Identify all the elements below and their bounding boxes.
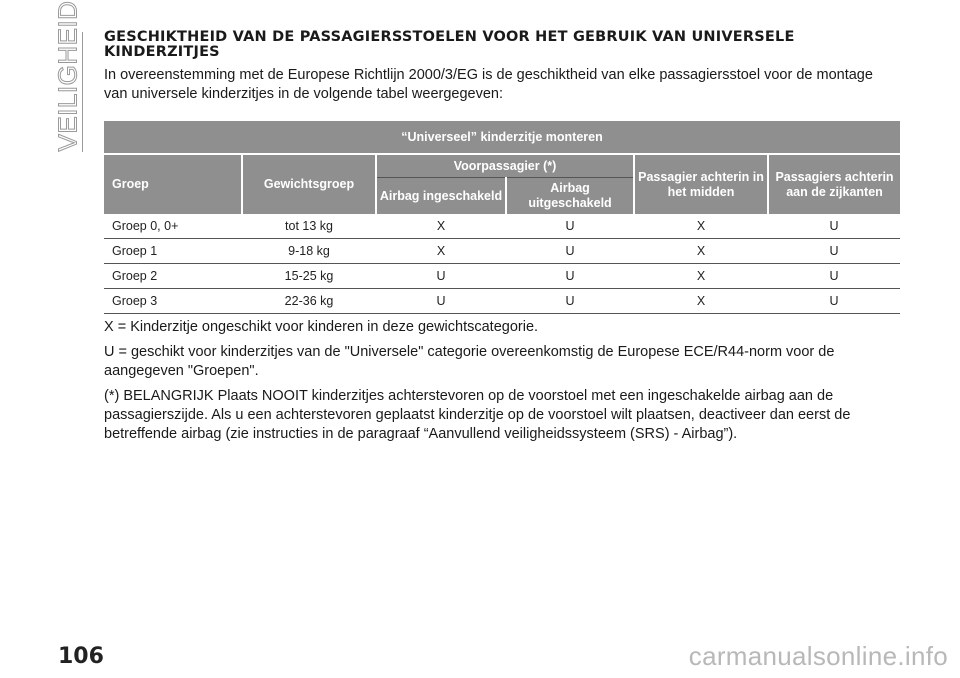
- cell-airbag-off: U: [506, 239, 634, 264]
- note-x-legend: X = Kinderzitje ongeschikt voor kinderen in deze gewichtscategorie.: [104, 319, 539, 335]
- cell-airbag-on: U: [376, 289, 506, 314]
- section-tab-divider: [82, 32, 83, 152]
- child-seat-table: [104, 121, 900, 314]
- table-row: [104, 239, 900, 264]
- cell-rear-sides: U: [768, 239, 900, 264]
- header-airbag-on: Airbag ingeschakeld: [376, 178, 506, 215]
- cell-group: Groep 2: [104, 264, 242, 289]
- header-rear-sides: Passagiers achterin aan de zijkanten: [768, 154, 900, 214]
- table-notes: [104, 318, 900, 444]
- note-u-legend: U = geschikt voor kinderzitjes van de "Universele" categorie overeenkomstig de Europese ECE/R44-norm voor de aangegeven "Groepen".: [104, 344, 835, 379]
- page-content: [104, 30, 900, 450]
- cell-airbag-off: U: [506, 264, 634, 289]
- cell-rear-center: X: [634, 214, 768, 239]
- section-tab: [52, 0, 83, 152]
- header-weight: Gewichtsgroep: [242, 154, 376, 214]
- cell-group: Groep 0, 0+: [104, 214, 242, 239]
- header-rear-center: Passagier achterin in het midden: [634, 154, 768, 214]
- intro-paragraph: In overeenstemming met de Europese Richtlijn 2000/3/EG is de geschiktheid van elke passagiersstoel voor de montage van universele kinderzitjes in de volgende tabel weergegeven:: [104, 67, 873, 102]
- cell-rear-center: X: [634, 239, 768, 264]
- cell-rear-sides: U: [768, 264, 900, 289]
- cell-weight: 15-25 kg: [242, 264, 376, 289]
- cell-airbag-off: U: [506, 214, 634, 239]
- header-airbag-off: Airbag uitgeschakeld: [506, 178, 634, 215]
- watermark: carmanualsonline.info: [688, 641, 948, 671]
- cell-rear-sides: U: [768, 289, 900, 314]
- cell-group: Groep 1: [104, 239, 242, 264]
- header-group: Groep: [104, 154, 242, 214]
- section-tab-label: VEILIGHEID: [52, 0, 83, 152]
- header-front-passenger: Voorpassagier (*): [376, 154, 634, 178]
- table-row: [104, 289, 900, 314]
- cell-weight: 22-36 kg: [242, 289, 376, 314]
- cell-airbag-on: X: [376, 214, 506, 239]
- cell-rear-center: X: [634, 264, 768, 289]
- note-important-warning: (*) BELANGRIJK Plaats NOOIT kinderzitjes achterstevoren op de voorstoel met een ingeschakelde airbag aan de passagierszijde. Als u een achterstevoren geplaatst kinderzitje op de voorstoel wilt plaatsen, deactiveer dan eerst de betreffende airbag (zie instructies in de paragraaf “Aanvullend veiligheidssysteem (SRS) - Airbag”).: [104, 388, 851, 442]
- table-title: “Universeel” kinderzitje monteren: [104, 121, 900, 154]
- cell-airbag-on: U: [376, 264, 506, 289]
- cell-airbag-on: X: [376, 239, 506, 264]
- section-heading: GESCHIKTHEID VAN DE PASSAGIERSSTOELEN VOOR HET GEBRUIK VAN UNIVERSELE KINDERZITJES: [104, 29, 795, 60]
- cell-rear-sides: U: [768, 214, 900, 239]
- cell-group: Groep 3: [104, 289, 242, 314]
- cell-airbag-off: U: [506, 289, 634, 314]
- cell-rear-center: X: [634, 289, 768, 314]
- cell-weight: 9-18 kg: [242, 239, 376, 264]
- table-row: [104, 214, 900, 239]
- table-row: [104, 264, 900, 289]
- cell-weight: tot 13 kg: [242, 214, 376, 239]
- page-number: 106: [58, 644, 104, 669]
